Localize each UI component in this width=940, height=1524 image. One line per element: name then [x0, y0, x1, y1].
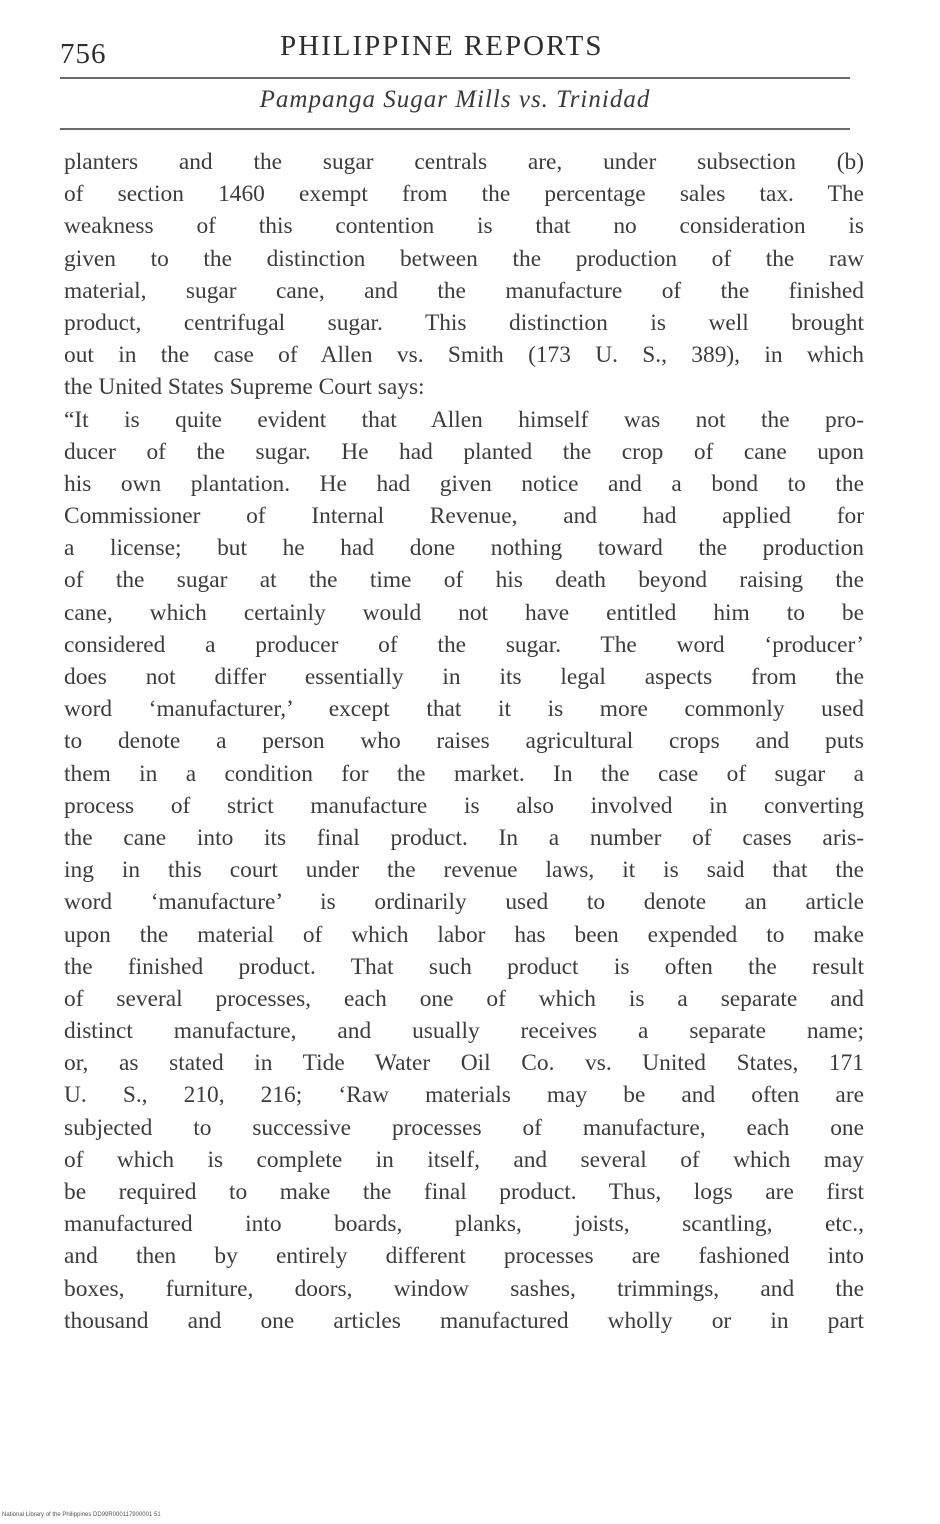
body-text	[64, 146, 864, 1337]
text-line: ducer of the sugar. He had planted the crop of cane upon	[64, 438, 864, 465]
text-line: a license; but he had done nothing toward the production	[64, 535, 864, 562]
text-line: them in a condition for the market. In the case of sugar a	[64, 760, 864, 787]
running-head: PHILIPPINE REPORTS	[280, 30, 604, 62]
text-line: of which is complete in itself, and several of which may	[64, 1146, 864, 1173]
text-line: cane, which certainly would not have entitled him to be	[64, 599, 864, 626]
text-line: to denote a person who raises agricultural crops and puts	[64, 728, 864, 755]
text-line: “It is quite evident that Allen himself was not the pro-	[64, 406, 864, 433]
text-line: U. S., 210, 216; ‘Raw materials may be and often are	[64, 1082, 864, 1109]
text-line: word ‘manufacturer,’ except that it is more commonly used	[64, 696, 864, 723]
text-line: his own plantation. He had given notice and a bond to the	[64, 470, 864, 497]
text-line: weakness of this contention is that no consideration is	[64, 213, 864, 240]
text-line: out in the case of Allen vs. Smith (173 U. S., 389), in which	[64, 342, 864, 369]
text-line: subjected to successive processes of manufacture, each one	[64, 1114, 864, 1141]
text-line: ing in this court under the revenue laws, it is said that the	[64, 857, 864, 884]
text-line: does not differ essentially in its legal aspects from the	[64, 664, 864, 690]
footer-note: National Library of the Philippines DD99R000117900001 51	[2, 1512, 161, 1518]
text-line: given to the distinction between the production of the raw	[64, 245, 864, 272]
header-rule-bottom	[60, 128, 850, 130]
text-line: planters and the sugar centrals are, under subsection (b)	[64, 149, 864, 175]
text-line: material, sugar cane, and the manufacture of the finished	[64, 277, 864, 304]
text-line: product, centrifugal sugar. This distinction is well brought	[64, 309, 864, 336]
page-number: 756	[60, 38, 107, 70]
header-rule-top	[60, 77, 850, 79]
text-line: considered a producer of the sugar. The word ‘producer’	[64, 631, 864, 658]
text-line: upon the material of which labor has been expended to make	[64, 921, 864, 948]
text-line: or, as stated in Tide Water Oil Co. vs. United States, 171	[64, 1050, 864, 1077]
text-line: the cane into its final product. In a number of cases aris-	[64, 824, 864, 851]
case-title: Pampanga Sugar Mills vs. Trinidad	[259, 86, 651, 113]
text-line: of the sugar at the time of his death beyond raising the	[64, 567, 864, 594]
text-line: boxes, furniture, doors, window sashes, trimmings, and the	[64, 1275, 864, 1302]
text-line: distinct manufacture, and usually receives a separate name;	[64, 1018, 864, 1045]
text-line: of section 1460 exempt from the percentage sales tax. The	[64, 181, 864, 208]
text-line: and then by entirely different processes are fashioned into	[64, 1243, 864, 1270]
text-line: process of strict manufacture is also involved in converting	[64, 792, 864, 819]
text-line: Commissioner of Internal Revenue, and had applied for	[64, 503, 864, 530]
text-line: manufactured into boards, planks, joists, scantling, etc.,	[64, 1211, 864, 1238]
text-line: the United States Supreme Court says:	[64, 374, 425, 401]
text-line: the finished product. That such product is often the result	[64, 953, 864, 980]
text-line: word ‘manufacture’ is ordinarily used to denote an article	[64, 889, 864, 916]
text-line: be required to make the final product. Thus, logs are first	[64, 1179, 864, 1205]
text-line: of several processes, each one of which is a separate and	[64, 985, 864, 1012]
text-line: thousand and one articles manufactured wholly or in part	[64, 1307, 864, 1334]
